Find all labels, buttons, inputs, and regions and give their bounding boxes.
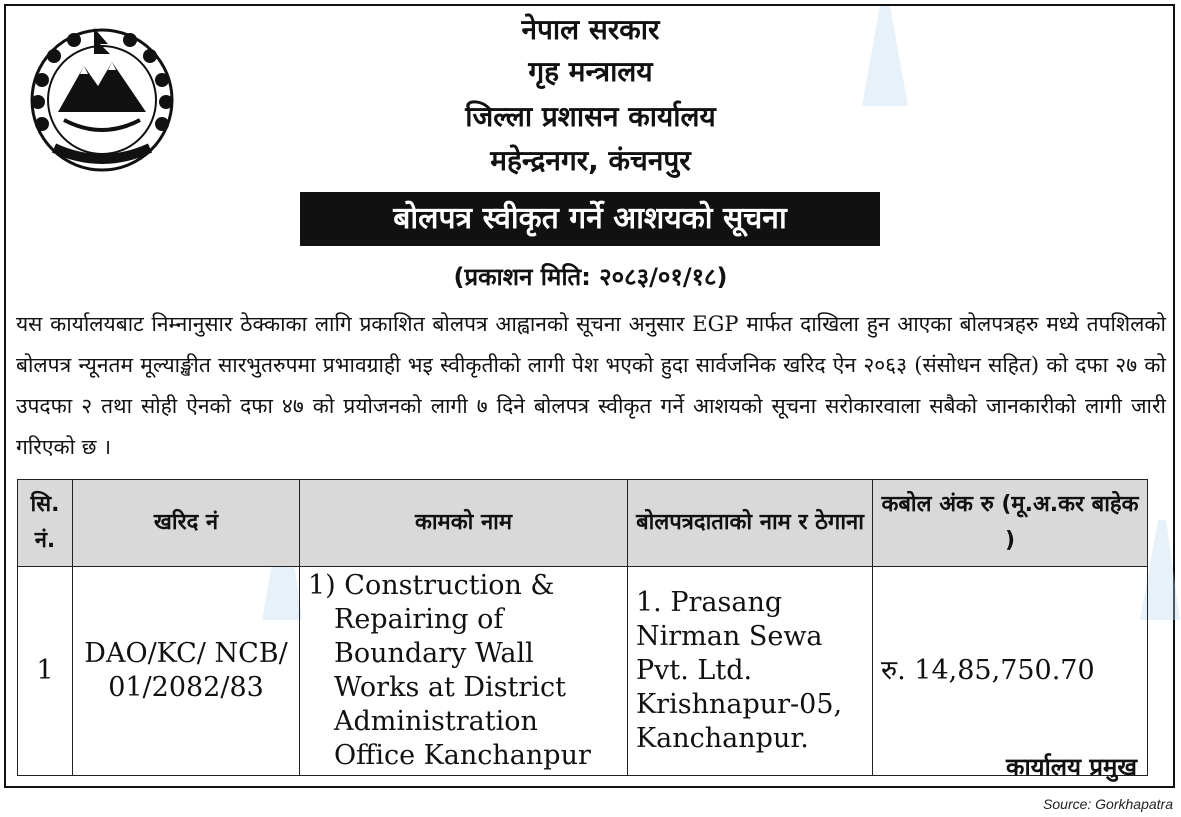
office-location: महेन्द्रनगर, कंचनपुर <box>490 144 691 177</box>
ministry-name: गृह मन्त्रालय <box>528 55 653 88</box>
header-bidder: बोलपत्रदाताको नाम र ठेगाना <box>628 480 873 567</box>
table-row <box>18 567 1148 776</box>
government-name: नेपाल सरकार <box>521 13 660 46</box>
office-name: जिल्ला प्रशासन कार्यालय <box>465 100 716 133</box>
header-sn: सि. नं. <box>18 480 73 567</box>
source-credit: Source: Gorkhapatra <box>1043 796 1173 812</box>
cell-amount: रु. 14,85,750.70 <box>873 567 1148 776</box>
header-procurement-no: खरिद नं <box>73 480 300 567</box>
signature-office-chief: कार्यालय प्रमुख <box>1006 753 1137 781</box>
cell-bidder: 1. Prasang Nirman Sewa Pvt. Ltd. Krishnapur-05, Kanchanpur. <box>628 567 873 776</box>
table-header-row <box>18 480 1148 567</box>
work-item: 1) Construction & Repairing of Boundary Wall Works at District Administration Office Kanchanpur <box>308 570 591 771</box>
cell-procurement-no: DAO/KC/ NCB/ 01/2082/83 <box>73 567 300 776</box>
notice-body: यस कार्यालयबाट निम्नानुसार ठेक्काका लागि प्रकाशित बोलपत्र आह्वानको सूचना अनुसार EGP मार्फत दाखिला हुन आएका बोलपत्रहरु मध्ये तपशिलको बोलपत्र न्यूनतम मूल्याङ्खीत सारभुतरुपमा प्रभावग्राही भइ स्वीकृतीको लागी पेश भएको हुदा सार्वजनिक खरिद ऐन २०६३ (संसोधन सहित) को दफा २७ को उपदफा २ तथा सोही ऐनको दफा ४७ को प्रयोजनको लागी ७ दिने बोलपत्र स्वीकृत गर्ने आशयको सूचना सरोकारवाला सबैको जानकारीको लागी जारी गरिएको छ । <box>16 312 1166 459</box>
cell-sn: 1 <box>18 567 73 776</box>
header-work-name: कामको नाम <box>300 480 628 567</box>
publication-date: (प्रकाशन मिति: २०८३/०१/१८) <box>453 263 728 291</box>
award-table <box>17 479 1148 776</box>
cell-work-name <box>300 567 628 776</box>
notice-title: बोलपत्र स्वीकृत गर्ने आशयको सूचना <box>300 192 880 246</box>
header-amount: कबोल अंक रु (मू.अ.कर बाहेक ) <box>873 480 1148 567</box>
